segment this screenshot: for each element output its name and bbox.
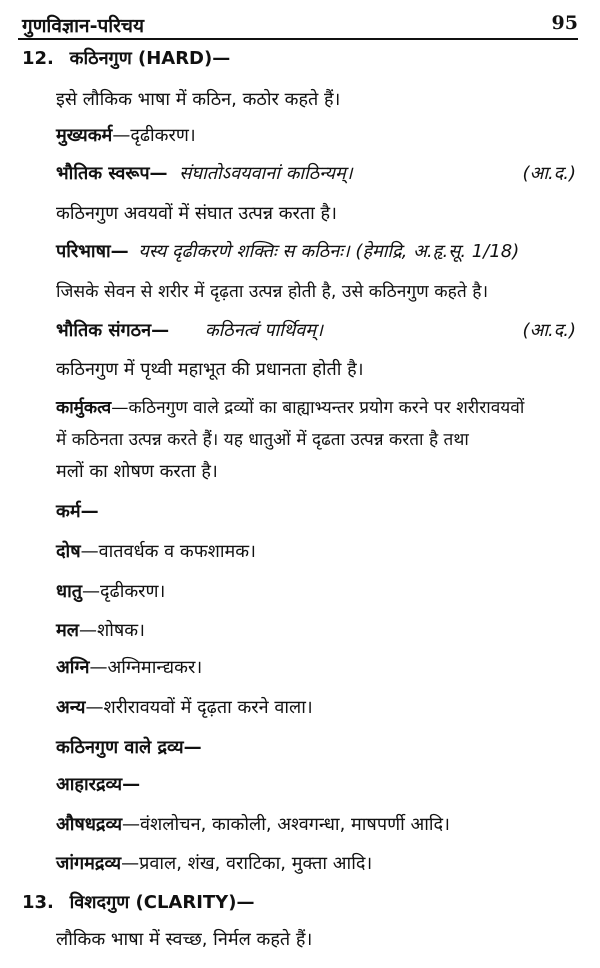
term-text: —शरीरावयवों में दृढ़ता करने वाला।	[85, 697, 313, 718]
term-label: मुख्यकर्म	[56, 125, 113, 146]
term-label: परिभाषा—	[56, 241, 129, 262]
sanskrit-quote: संघातोऽवयवानां काठिन्यम्।	[179, 163, 353, 184]
karmukatva-line-2: में कठिनता उत्पन्न करते हैं। यह धातुओं में दृढता उत्पन्न करता है तथा	[56, 430, 469, 450]
running-header	[18, 6, 578, 40]
section-number: 13.	[22, 892, 54, 913]
paragraph: लौकिक भाषा में स्वच्छ, निर्मल कहते हैं।	[56, 929, 313, 950]
term-text: —वातवर्धक व कफशामक।	[80, 541, 256, 562]
mal-line	[56, 619, 145, 643]
paragraph: कठिनगुण में पृथ्वी महाभूत की प्रधानता होती है।	[56, 359, 364, 380]
term-text: —शोषक।	[78, 620, 145, 641]
karma-heading: कर्म—	[56, 501, 99, 522]
running-title: गुणविज्ञान-परिचय	[22, 15, 145, 37]
dosh-line	[56, 540, 256, 564]
sanskrit-quote: कठिनत्वं पार्थिवम्।	[204, 320, 323, 341]
jangam-line	[56, 852, 372, 876]
term-label: धातु	[56, 581, 82, 602]
term-label: अन्य	[56, 697, 86, 718]
term-label: कार्मुकत्व	[56, 398, 112, 418]
section-title: विशदगुण (CLARITY)—	[69, 892, 255, 913]
section-12-heading	[22, 47, 230, 71]
aushadh-line	[56, 813, 450, 837]
paragraph: कठिनगुण अवयवों में संघात उत्पन्न करता है।	[56, 203, 337, 224]
term-text: —अग्निमान्द्यकर।	[89, 657, 203, 678]
reference: (आ.द.)	[522, 163, 576, 184]
term-label: औषधद्रव्य	[56, 814, 123, 835]
term-text: —वंशलोचन, काकोली, अश्वगन्धा, माषपर्णी आदि।	[122, 814, 450, 835]
paragraph: इसे लौकिक भाषा में कठिन, कठोर कहते हैं।	[56, 89, 341, 110]
sangathan-line	[56, 319, 323, 343]
karmukatva-line-1	[56, 396, 524, 420]
dhatu-line	[56, 580, 165, 604]
term-label: मल	[56, 620, 79, 641]
section-title: कठिनगुण (HARD)—	[69, 48, 231, 69]
paribhasha-line	[56, 240, 519, 264]
term-text: —दृढीकरण।	[82, 581, 166, 602]
reference: (आ.द.)	[522, 320, 576, 341]
swaroop-line	[56, 162, 353, 186]
paragraph: जिसके सेवन से शरीर में दृढ़ता उत्पन्न होती है, उसे कठिनगुण कहते है।	[56, 282, 489, 302]
ahar-dravya-label: आहारद्रव्य—	[56, 774, 141, 795]
anya-line	[56, 696, 313, 720]
agni-line	[56, 656, 202, 680]
dravya-heading: कठिनगुण वाले द्रव्य—	[56, 737, 202, 758]
mukhya-karma-line	[56, 124, 196, 148]
page-number: 95	[551, 12, 578, 34]
karmukatva-line-3: मलों का शोषण करता है।	[56, 461, 218, 482]
section-13-heading	[22, 891, 254, 915]
term-label: दोष	[56, 541, 81, 562]
term-label: अग्नि	[56, 657, 90, 678]
term-label: भौतिक स्वरूप—	[56, 163, 168, 184]
term-text: —प्रवाल, शंख, वराटिका, मुक्ता आदि।	[121, 853, 373, 874]
term-label: भौतिक संगठन—	[56, 320, 170, 341]
sanskrit-quote: यस्य दृढीकरणे शक्तिः स कठिनः। (हेमाद्रि, अ.हृ.सू. 1/18)	[138, 241, 520, 262]
term-text: —दृढीकरण।	[112, 125, 196, 146]
term-text: —कठिनगुण वाले द्रव्यों का बाह्याभ्यन्तर प्रयोग करने पर शरीरावयवों	[111, 398, 525, 418]
section-number: 12.	[22, 48, 54, 69]
term-label: जांगमद्रव्य	[56, 853, 122, 874]
